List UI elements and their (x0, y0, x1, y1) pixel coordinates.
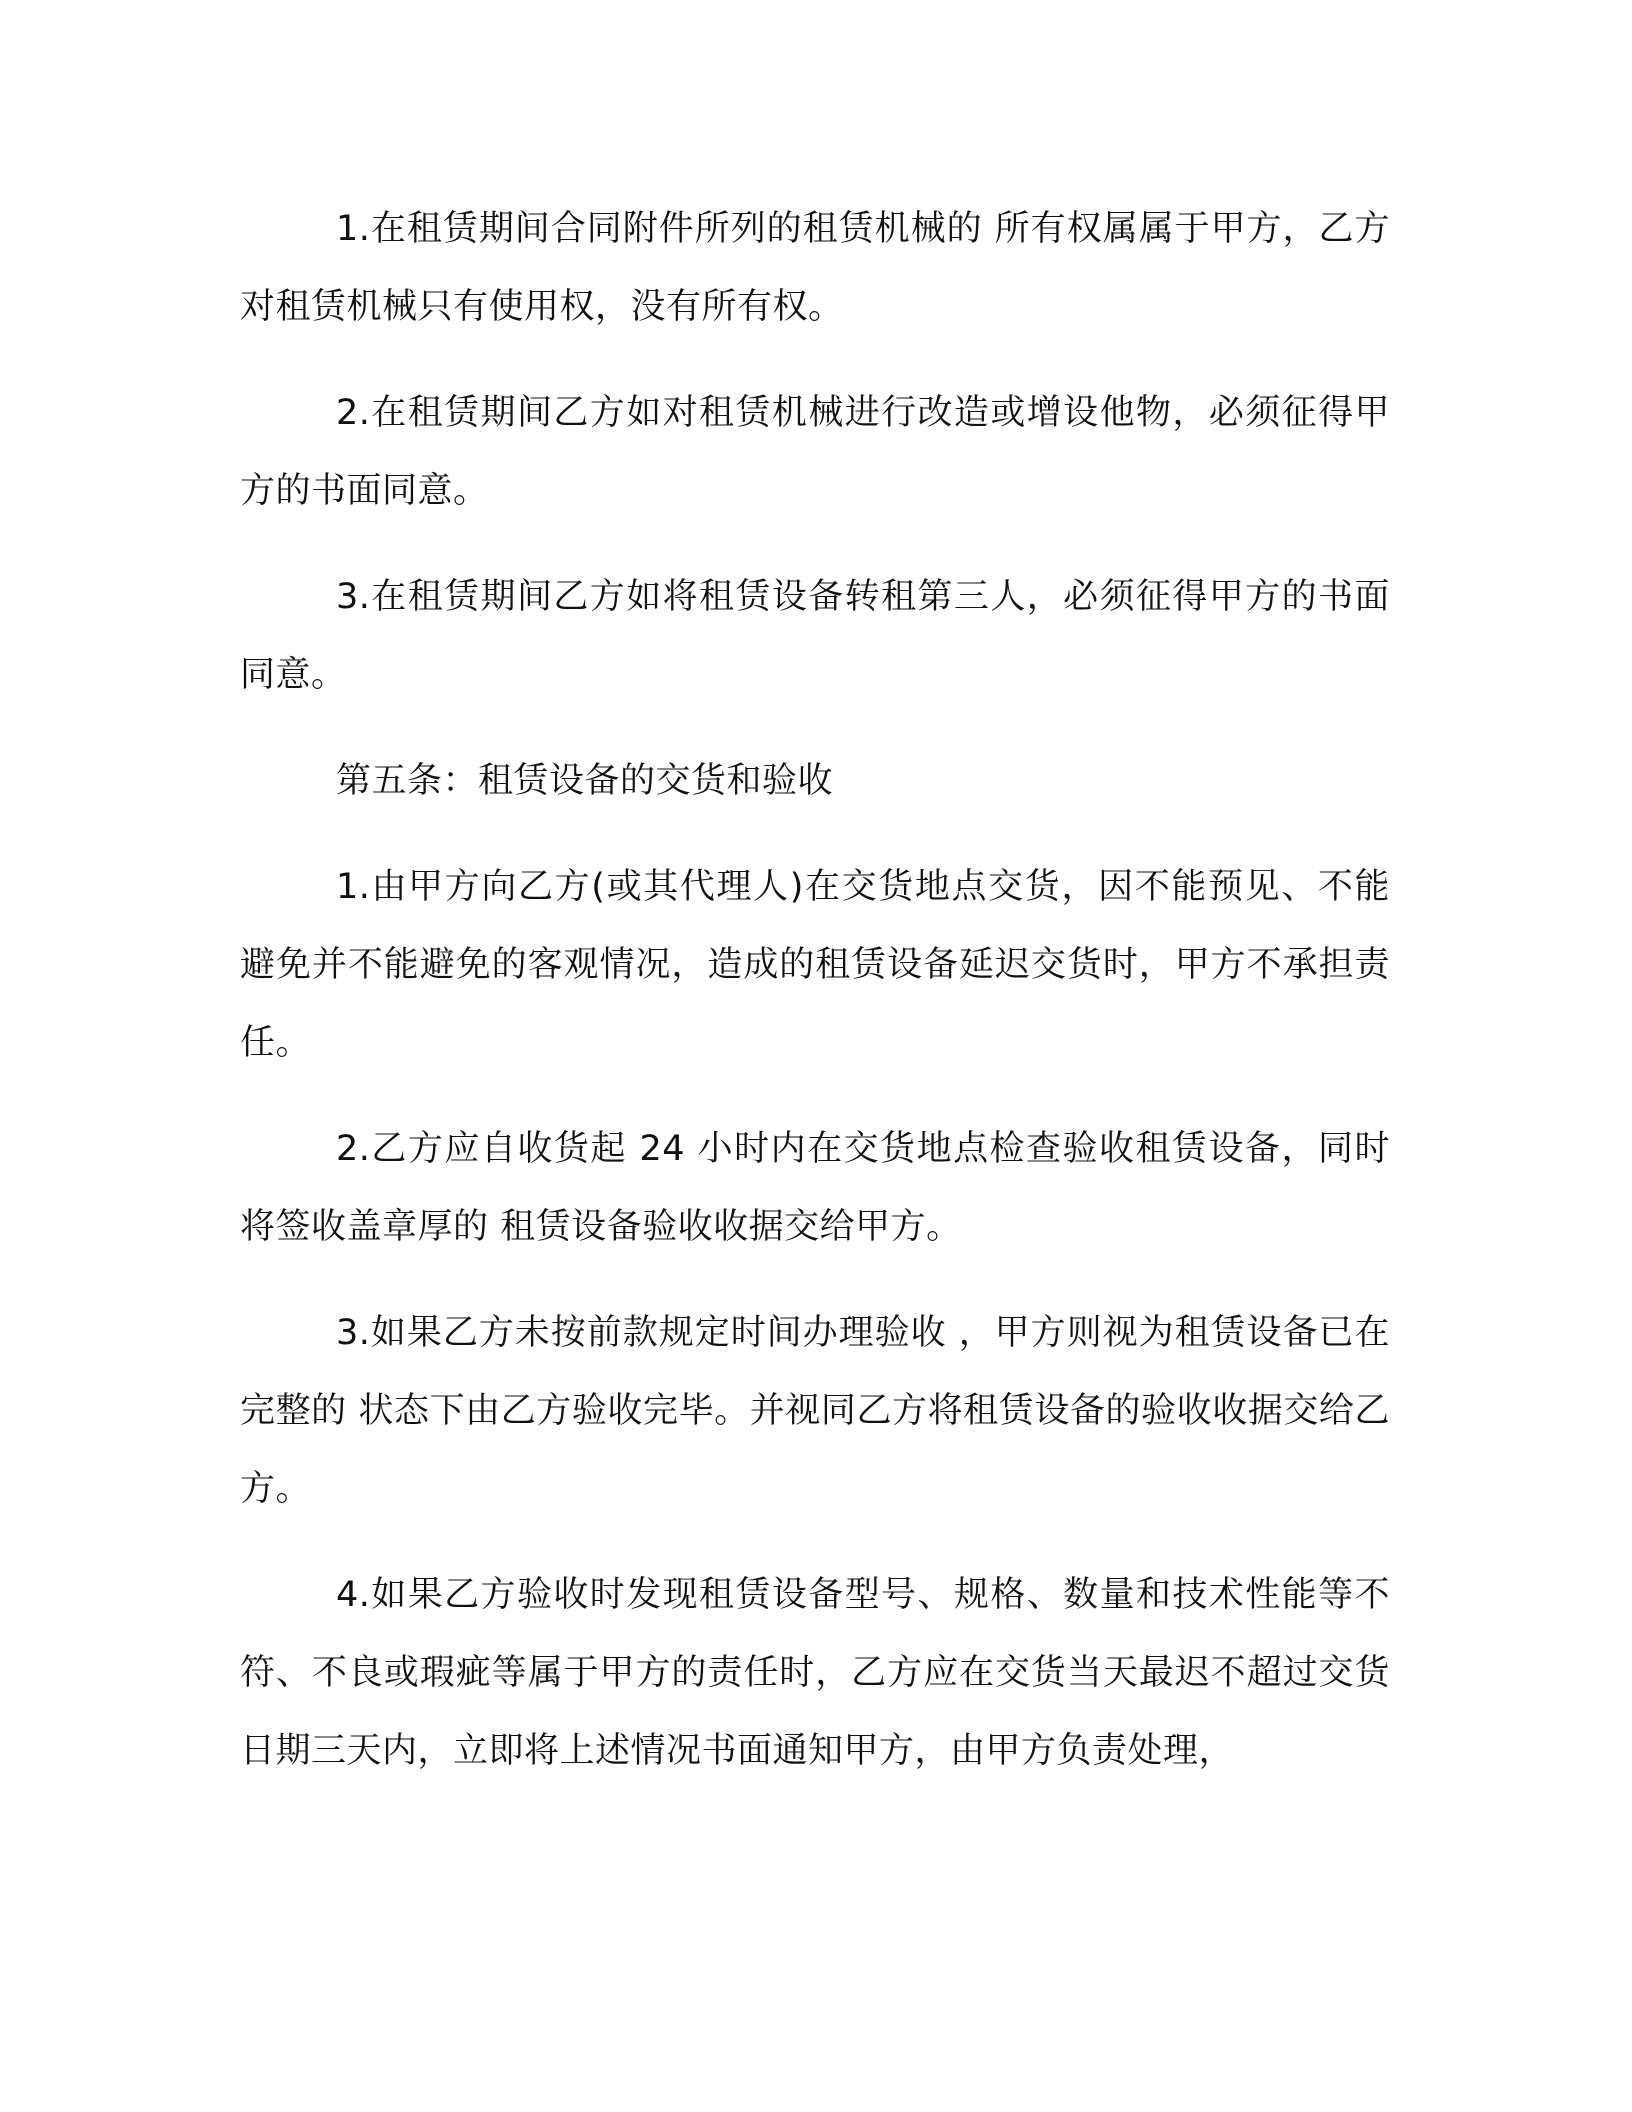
clause-5-item-1: 1.由甲方向乙方(或其代理人)在交货地点交货，因不能预见、不能避免并不能避免的客观情况，造成的租赁设备延迟交货时，甲方不承担责任。 (240, 867, 1390, 1063)
clause-5-item-2: 2.乙方应自收货起 24 小时内在交货地点检查验收租赁设备，同时将签收盖章厚的 租赁设备验收收据交给甲方。 (240, 1129, 1390, 1247)
clause-5-item-3: 3.如果乙方未按前款规定时间办理验收 ，甲方则视为租赁设备已在完整的 状态下由乙方验收完毕。并视同乙方将租赁设备的验收收据交给乙方。 (240, 1313, 1390, 1509)
document-body (240, 190, 1390, 1818)
clause-5-heading: 第五条：租赁设备的交货和验收 (336, 761, 834, 801)
clause-5-item-4: 4.如果乙方验收时发现租赁设备型号、规格、数量和技术性能等不符、不良或瑕疵等属于甲方的责任时，乙方应在交货当天最迟不超过交货日期三天内，立即将上述情况书面通知甲方，由甲方负责处理， (240, 1575, 1390, 1771)
clause-4-item-2: 2.在租赁期间乙方如对租赁机械进行改造或增设他物，必须征得甲方的书面同意。 (240, 393, 1390, 511)
clause-4-item-1: 1.在租赁期间合同附件所列的租赁机械的 所有权属属于甲方，乙方对租赁机械只有使用权，没有所有权。 (240, 209, 1390, 327)
clause-4-item-3: 3.在租赁期间乙方如将租赁设备转租第三人，必须征得甲方的书面同意。 (240, 577, 1390, 695)
